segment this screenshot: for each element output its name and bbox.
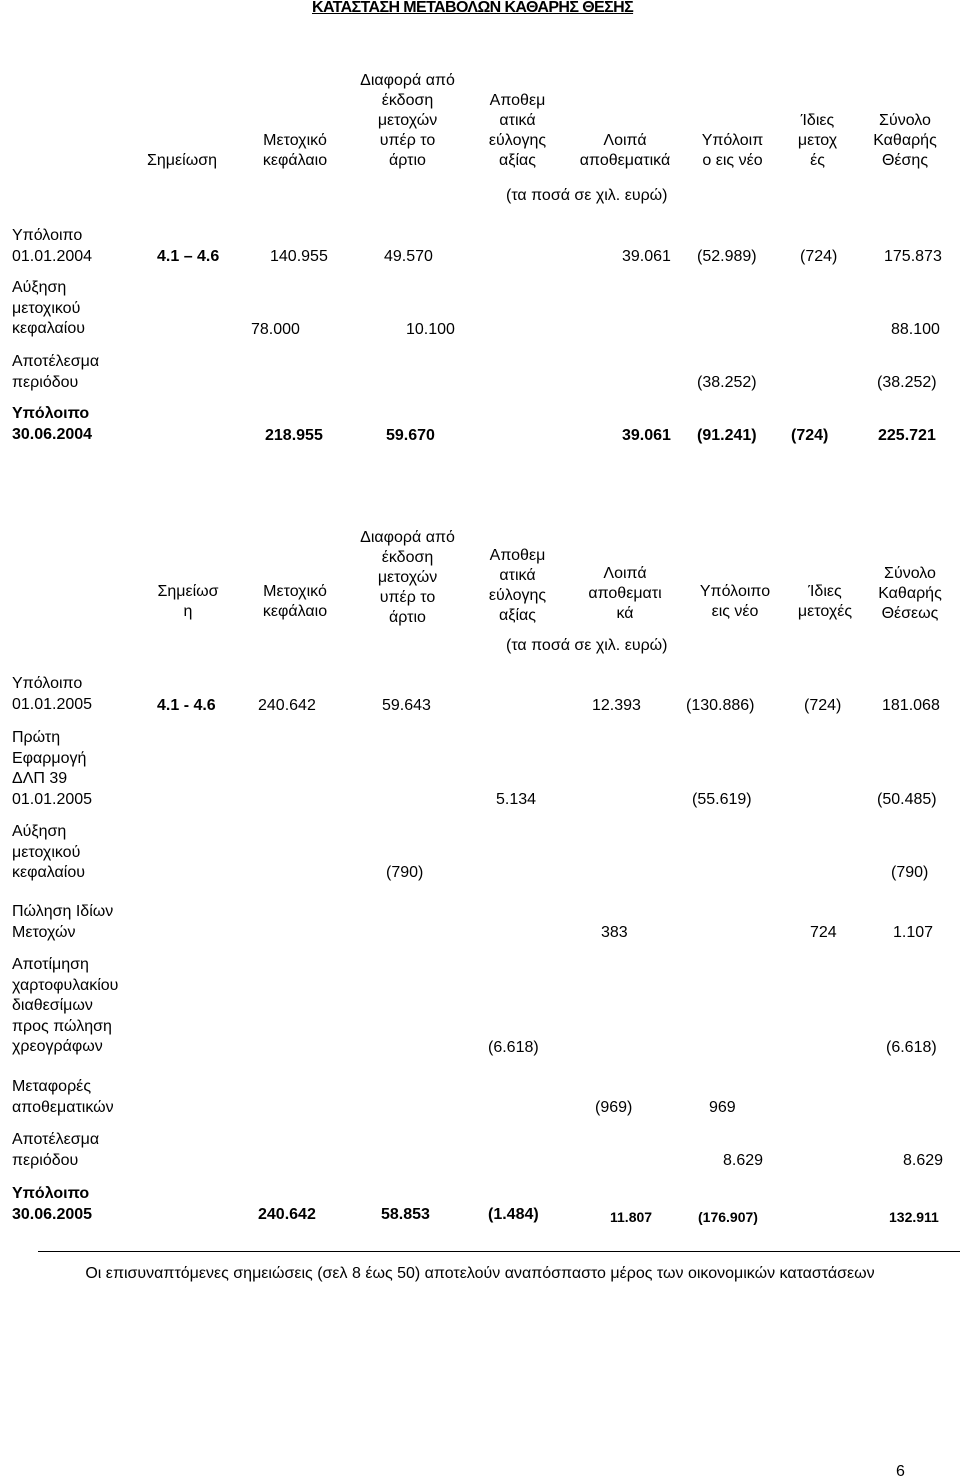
t2-row6-retained: 969: [709, 1099, 736, 1116]
t2-row8-retained: (176.907): [698, 1209, 758, 1225]
t2-row2-fair-value: 5.134: [496, 791, 537, 808]
t2-row7-retained: 8.629: [723, 1152, 764, 1169]
t1-row1-label: Υπόλοιπο 01.01.2004: [12, 227, 93, 265]
t2-row1-other-reserves: 12.393: [592, 697, 641, 714]
t1-row3-label: Αποτέλεσμα περιόδου: [12, 353, 100, 391]
footer-divider: [38, 1251, 960, 1252]
t1-row4-treasury: (724): [791, 427, 829, 444]
t2-row5-label: Αποτίμηση χαρτοφυλακίου διαθεσίμων προς πώληση χρεογράφων: [12, 956, 119, 1055]
t2-row1-share-capital: 240.642: [258, 697, 316, 714]
t2-header-share-premium: Διαφορά από έκδοση μετοχών υπέρ το άρτιο: [360, 529, 455, 626]
t2-row3-total: (790): [891, 864, 929, 881]
t1-header-share-capital: Μετοχικό κεφάλαιο: [262, 132, 328, 169]
t2-header-other-reserves: Λοιπά αποθεματι κά: [588, 565, 662, 622]
footer-note: Οι επισυναπτόμενες σημειώσεις (σελ 8 έως 50) αποτελούν αναπόσπαστο μέρος των οικονομικών καταστάσεων: [85, 1265, 875, 1282]
t2-header-treasury: Ίδιες μετοχές: [797, 583, 853, 620]
t1-row1-total: 175.873: [884, 248, 942, 265]
t2-row1-label: Υπόλοιπο 01.01.2005: [12, 675, 93, 713]
t1-row1-treasury: (724): [800, 248, 838, 265]
t2-row8-share-capital: 240.642: [258, 1206, 316, 1223]
t1-row3-total: (38.252): [877, 374, 937, 391]
t1-row4-label: Υπόλοιπο 30.06.2004: [12, 405, 93, 443]
t2-unit-note: (τα ποσά σε χιλ. ευρώ): [506, 637, 668, 654]
t2-row1-total: 181.068: [882, 697, 940, 714]
t2-header-note: Σημείωσ η: [157, 583, 219, 620]
t1-unit-note: (τα ποσά σε χιλ. ευρώ): [506, 187, 668, 204]
t1-row1-note: 4.1 – 4.6: [157, 248, 220, 265]
t1-header-retained: Υπόλοιπ ο εις νέο: [701, 132, 764, 169]
t2-row7-label: Αποτέλεσμα περιόδου: [12, 1131, 100, 1169]
t1-row1-share-premium: 49.570: [384, 248, 433, 265]
t2-row8-other-reserves: 11.807: [610, 1209, 653, 1225]
t1-row2-total: 88.100: [891, 321, 940, 338]
t2-row3-label: Αύξηση μετοχικού κεφαλαίου: [12, 823, 85, 881]
t1-header-note: Σημείωση: [147, 152, 217, 169]
t2-row5-total: (6.618): [886, 1039, 937, 1056]
t2-row1-share-premium: 59.643: [382, 697, 431, 714]
t2-header-retained: Υπόλοιπο εις νέο: [699, 583, 771, 620]
t1-row4-retained: (91.241): [697, 427, 757, 444]
t2-header-fair-value: Αποθεμ ατικά εύλογης αξίας: [488, 547, 547, 624]
t1-row2-label: Αύξηση μετοχικού κεφαλαίου: [12, 279, 85, 337]
t1-row4-share-capital: 218.955: [265, 427, 323, 444]
t2-row1-note: 4.1 - 4.6: [157, 697, 216, 714]
page-title: ΚΑΤΑΣΤΑΣΗ ΜΕΤΑΒΟΛΩΝ ΚΑΘΑΡΗΣ ΘΕΣΗΣ: [312, 0, 634, 16]
t2-row7-total: 8.629: [903, 1152, 944, 1169]
t1-row3-retained: (38.252): [697, 374, 757, 391]
t2-header-share-capital: Μετοχικό κεφάλαιο: [262, 583, 328, 620]
t2-row1-retained: (130.886): [686, 697, 755, 714]
page-number: 6: [896, 1463, 905, 1480]
t1-row2-share-premium: 10.100: [406, 321, 455, 338]
t2-row4-treasury: 724: [810, 924, 837, 941]
t1-header-share-premium: Διαφορά από έκδοση μετοχών υπέρ το άρτιο: [360, 72, 455, 169]
t1-header-fair-value: Αποθεμ ατικά εύλογης αξίας: [488, 92, 547, 169]
t1-header-treasury: Ίδιες μετοχ ές: [797, 112, 838, 169]
t2-row8-total: 132.911: [889, 1209, 939, 1225]
t1-row4-total: 225.721: [878, 427, 936, 444]
t1-header-total: Σύνολο Καθαρής Θέσης: [873, 112, 937, 169]
t1-row2-share-capital: 78.000: [251, 321, 300, 338]
t2-row6-label: Μεταφορές αποθεματικών: [12, 1078, 114, 1116]
t2-row2-retained: (55.619): [692, 791, 752, 808]
t1-row1-retained: (52.989): [697, 248, 757, 265]
t1-row1-other-reserves: 39.061: [622, 248, 671, 265]
t2-header-total: Σύνολο Καθαρής Θέσεως: [878, 565, 942, 622]
t2-row8-share-premium: 58.853: [381, 1206, 430, 1223]
t2-row8-label: Υπόλοιπο 30.06.2005: [12, 1185, 93, 1223]
t2-row6-other-reserves: (969): [595, 1099, 633, 1116]
t2-row2-total: (50.485): [877, 791, 937, 808]
t2-row1-treasury: (724): [804, 697, 842, 714]
t2-row3-share-premium: (790): [386, 864, 424, 881]
t1-header-other-reserves: Λοιπά αποθεματικά: [579, 132, 671, 169]
t1-row4-other-reserves: 39.061: [622, 427, 671, 444]
t2-row5-fair-value: (6.618): [488, 1039, 539, 1056]
t2-row4-label: Πώληση Ιδίων Μετοχών: [12, 903, 114, 941]
t2-row2-label: Πρώτη Εφαρμογή ΔΛΠ 39 01.01.2005: [12, 729, 93, 808]
t2-row4-other-reserves: 383: [601, 924, 628, 941]
t1-row4-share-premium: 59.670: [386, 427, 435, 444]
t2-row4-total: 1.107: [893, 924, 934, 941]
t1-row1-share-capital: 140.955: [270, 248, 328, 265]
t2-row8-fair-value: (1.484): [488, 1206, 539, 1223]
